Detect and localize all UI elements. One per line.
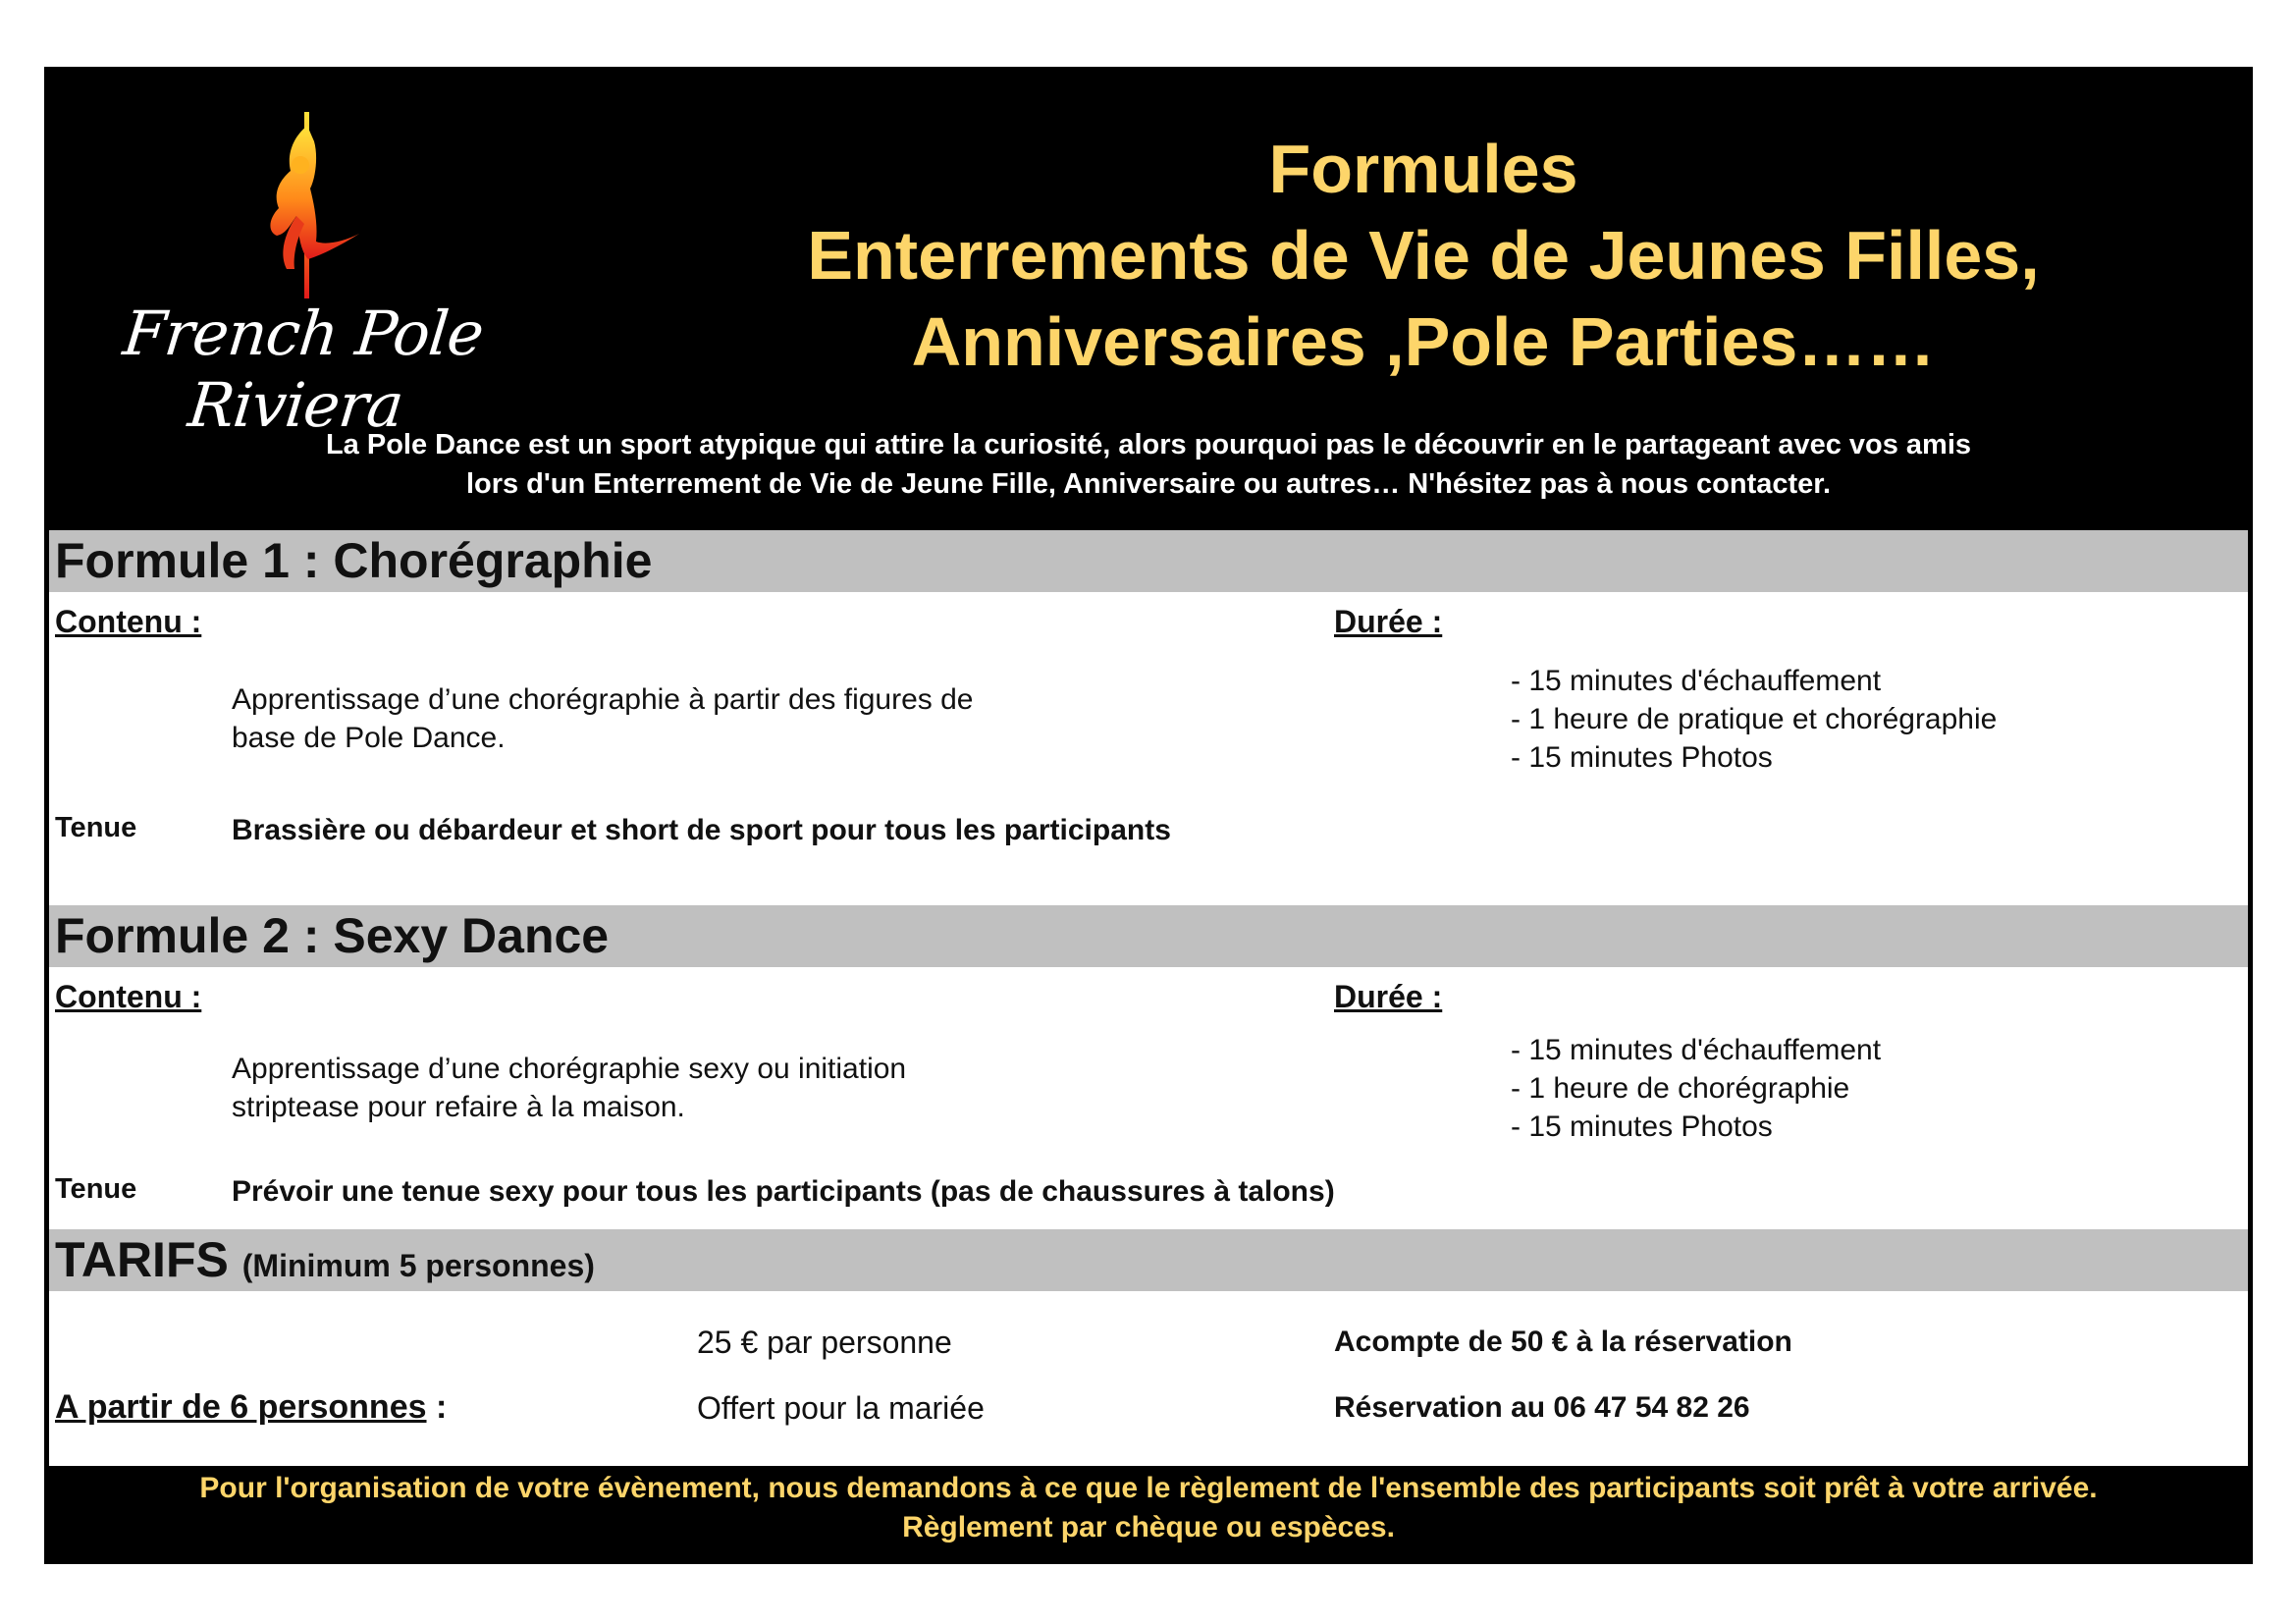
tarif-price: 25 € par personne — [697, 1325, 952, 1360]
intro-line-1: La Pole Dance est un sport atypique qui attire la curiosité, alors pourquoi pas le découvrir en le partageant avec vos amis — [325, 429, 1972, 460]
formule-2-contenu-line-1: Apprentissage d’une chorégraphie sexy ou initiation — [232, 1053, 907, 1085]
formule-1-heading: Formule 1 : Chorégraphie — [49, 530, 2248, 592]
logo — [69, 86, 540, 441]
footer-line-2: Règlement par chèque ou espèces. — [902, 1511, 1395, 1543]
formule-2-contenu-label: Contenu : — [55, 979, 202, 1014]
formule-1-duree-item: - 1 heure de pratique et chorégraphie — [1511, 703, 1998, 735]
footer-note — [44, 1469, 2253, 1547]
logo-text: French Pole Riviera — [120, 298, 487, 441]
tarifs-heading — [49, 1229, 2248, 1291]
tarifs-note: (Minimum 5 personnes) — [241, 1248, 595, 1283]
formule-1-tenue-label: Tenue — [55, 812, 137, 843]
formule-1-contenu-line-1: Apprentissage d’une chorégraphie à partir des figures de — [232, 683, 974, 716]
page-title — [682, 126, 2164, 385]
content-body — [49, 530, 2248, 1466]
formule-2-duree-item: - 15 minutes d'échauffement — [1511, 1034, 1882, 1066]
title-line-1: Formules — [1268, 131, 1578, 207]
tarif-reservation: Réservation au 06 47 54 82 26 — [1334, 1391, 1750, 1424]
tarif-offer: Offert pour la mariée — [697, 1390, 985, 1426]
formule-1-duree-item: - 15 minutes Photos — [1511, 741, 1773, 774]
formule-2-duree-item: - 1 heure de chorégraphie — [1511, 1072, 1850, 1105]
footer-line-1: Pour l'organisation de votre évènement, nous demandons à ce que le règlement de l'ensemble des participants soit prêt à votre arrivée. — [199, 1472, 2098, 1504]
intro-line-2: lors d'un Enterrement de Vie de Jeune Fille, Anniversaire ou autres… N'hésitez pas à nous contacter. — [465, 468, 1832, 500]
flyer-sheet — [44, 67, 2253, 1564]
tarif-from-6-colon: : — [426, 1388, 448, 1426]
formule-1-tenue-text: Brassière ou débardeur et short de sport pour tous les participants — [232, 814, 1171, 846]
formule-2-duree-item: - 15 minutes Photos — [1511, 1110, 1773, 1143]
formule-2-contenu-line-2: striptease pour refaire à la maison. — [232, 1091, 685, 1123]
formule-2-tenue-text: Prévoir une tenue sexy pour tous les participants (pas de chaussures à talons) — [232, 1175, 1335, 1208]
intro-text — [44, 425, 2253, 504]
tarif-from-6 — [55, 1388, 447, 1427]
tarifs-title: TARIFS — [55, 1232, 229, 1287]
formule-2-heading: Formule 2 : Sexy Dance — [49, 905, 2248, 967]
formule-1-duree-item: - 15 minutes d'échauffement — [1511, 665, 1882, 697]
formule-1-contenu-line-2: base de Pole Dance. — [232, 722, 506, 754]
formule-1-contenu-label: Contenu : — [55, 604, 202, 639]
pole-dancer-icon — [69, 86, 540, 302]
formule-1-duree-label: Durée : — [1334, 604, 1443, 639]
title-line-2: Enterrements de Vie de Jeunes Filles, — [807, 217, 2040, 294]
formule-2-tenue-label: Tenue — [55, 1173, 137, 1205]
tarif-acompte: Acompte de 50 € à la réservation — [1334, 1326, 1792, 1358]
formule-2-duree-label: Durée : — [1334, 979, 1443, 1014]
tarif-from-6-label: A partir de 6 personnes — [55, 1388, 427, 1426]
title-line-3: Anniversaires ,Pole Parties…… — [911, 303, 1936, 380]
